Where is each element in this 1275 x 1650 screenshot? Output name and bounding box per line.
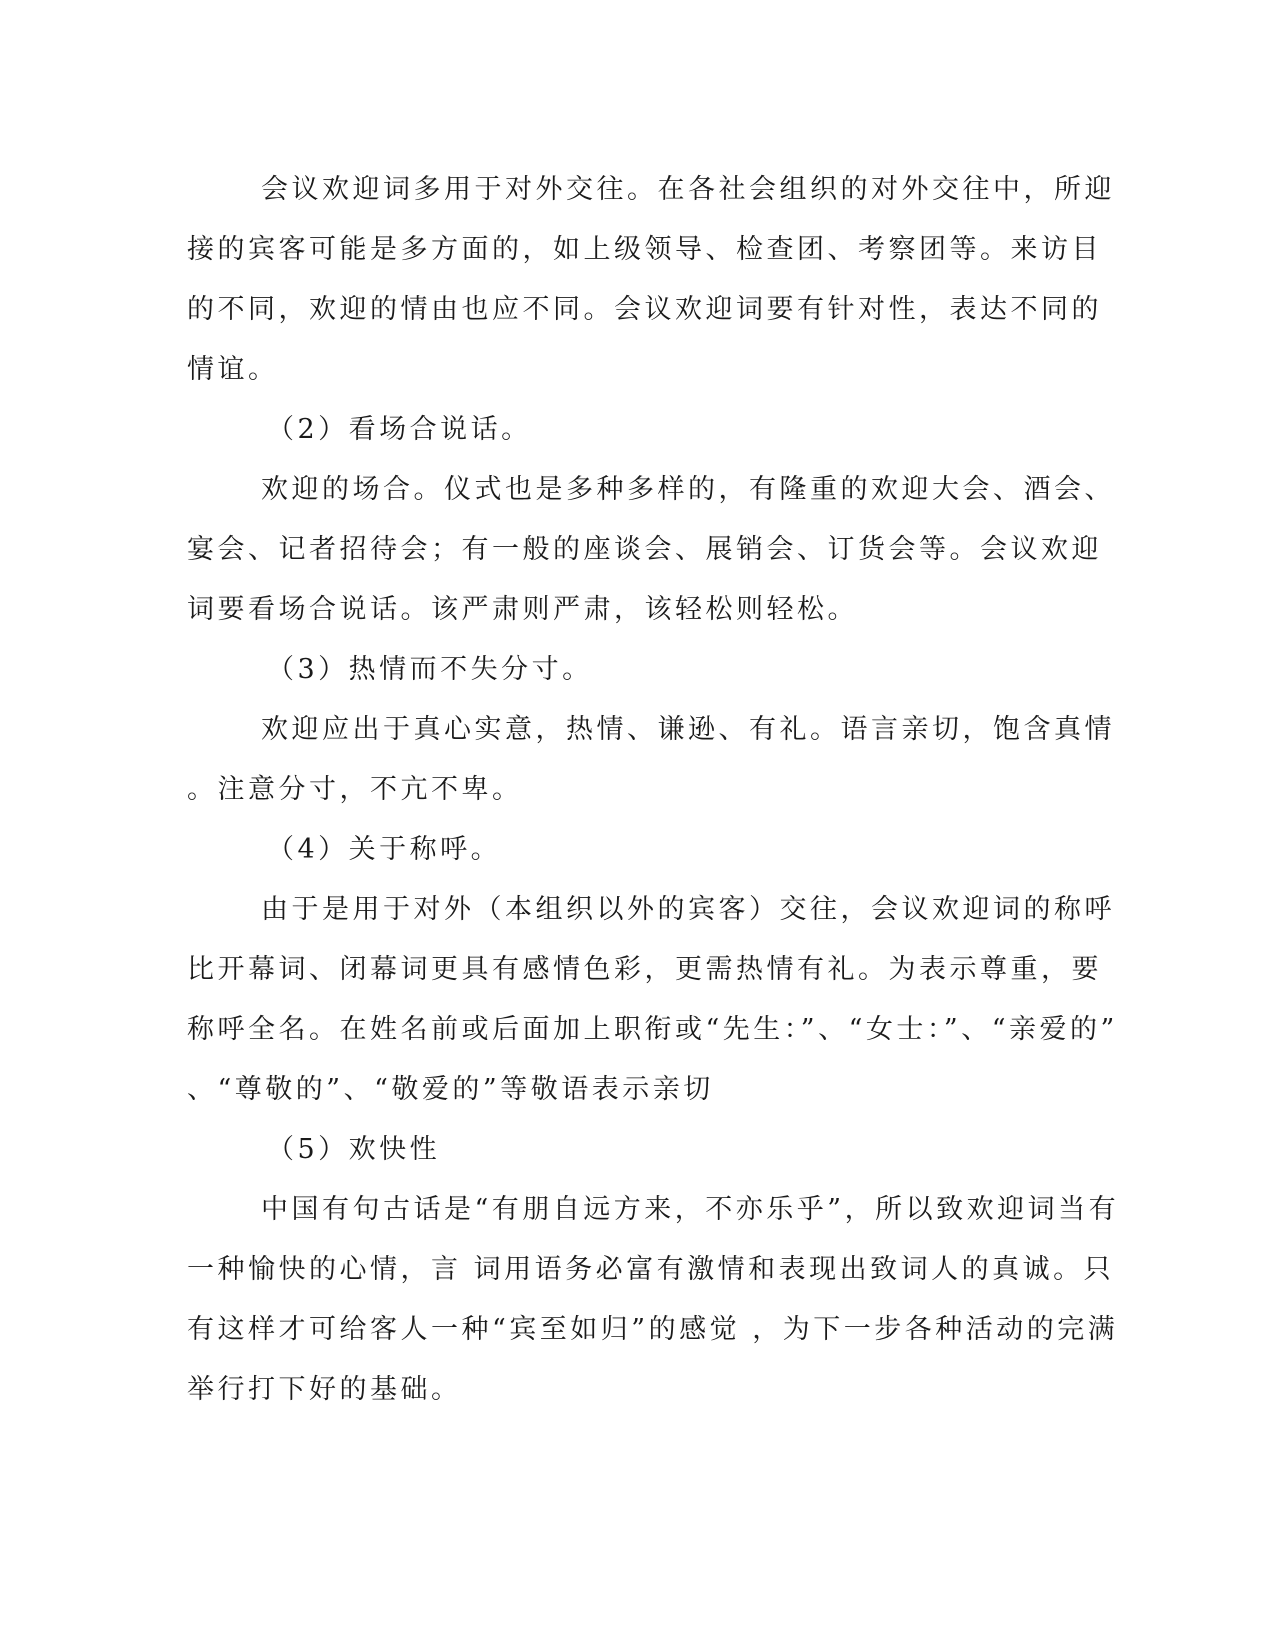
text-line: 会议欢迎词多用于对外交往。在各社会组织的对外交往中，所迎: [261, 174, 1115, 205]
section-heading: （2）看场合说话。: [267, 414, 532, 445]
text-line: 。注意分寸，不亢不卑。: [187, 774, 523, 805]
text-line: 由于是用于对外（本组织以外的宾客）交往，会议欢迎词的称呼: [261, 894, 1115, 925]
text-line: 有这样才可给客人一种“宾至如归”的感觉 ，为下一步各种活动的完满: [187, 1314, 1119, 1345]
section-heading: （5）欢快性: [267, 1134, 441, 1165]
text-line: 情谊。: [187, 354, 279, 385]
text-line: 接的宾客可能是多方面的，如上级领导、检查团、考察团等。来访目: [187, 234, 1102, 265]
text-line: 欢迎的场合。仪式也是多种多样的，有隆重的欢迎大会、酒会、: [261, 474, 1115, 505]
document-body: [187, 160, 1120, 1420]
text-line: 宴会、记者招待会；有一般的座谈会、展销会、订货会等。会议欢迎: [187, 534, 1102, 565]
text-line: 称呼全名。在姓名前或后面加上职衔或“先生：”、“女士：”、“亲爱的”: [187, 1014, 1118, 1045]
section-heading: （3）热情而不失分寸。: [267, 654, 593, 685]
text-line: 中国有句古话是“有朋自远方来，不亦乐乎”，所以致欢迎词当有: [261, 1194, 1120, 1225]
text-line: 的不同，欢迎的情由也应不同。会议欢迎词要有针对性，表达不同的: [187, 294, 1102, 325]
text-line: 比开幕词、闭幕词更具有感情色彩，更需热情有礼。为表示尊重，要: [187, 954, 1102, 985]
text-line: 举行打下好的基础。: [187, 1374, 462, 1405]
text-line: 词要看场合说话。该严肃则严肃，该轻松则轻松。: [187, 594, 858, 625]
text-line: 欢迎应出于真心实意，热情、谦逊、有礼。语言亲切，饱含真情: [261, 714, 1115, 745]
section-heading: （4）关于称呼。: [267, 834, 502, 865]
text-line: 一种愉快的心情，言 词用语务必富有激情和表现出致词人的真诚。只: [187, 1254, 1115, 1285]
text-line: 、“尊敬的”、“敬爱的”等敬语表示亲切: [187, 1074, 714, 1105]
